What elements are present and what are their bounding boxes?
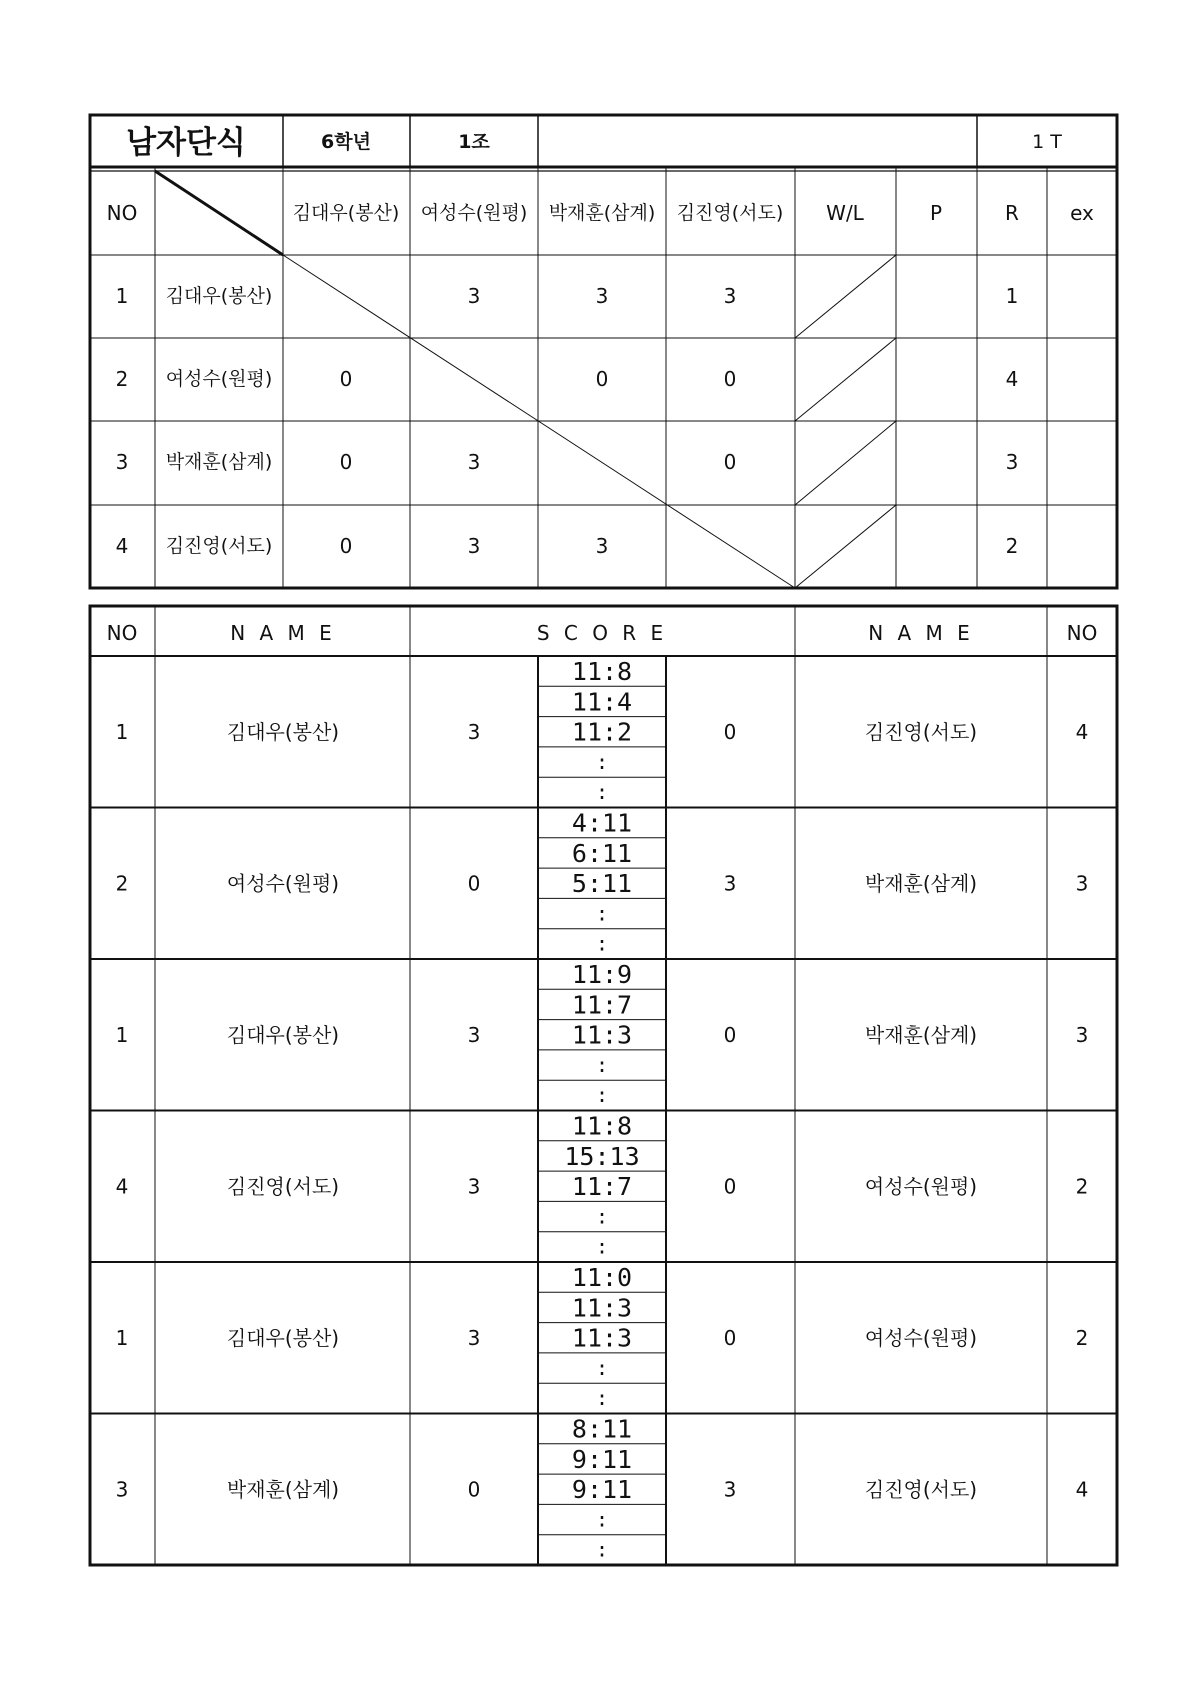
set-score: 11:4 (571, 687, 633, 717)
set-score: 8:11 (571, 1414, 633, 1444)
player2-no: 3 (1075, 871, 1089, 896)
result-cell: 0 (339, 534, 353, 558)
player1-no: 3 (115, 1477, 129, 1502)
set-score: 11:7 (571, 1172, 633, 1202)
set-placeholder-dots: : (595, 1355, 609, 1380)
group-label: 1조 (458, 131, 490, 153)
result-cell: 3 (723, 284, 737, 308)
set-placeholder-dots: : (595, 1052, 609, 1077)
player2-no: 3 (1075, 1022, 1089, 1047)
col-wl: W/L (826, 201, 864, 225)
row-no: 4 (115, 534, 129, 558)
result-cell: 0 (339, 367, 353, 391)
roundrobin-row (116, 450, 1019, 474)
result-cell: 3 (467, 284, 481, 308)
set-score: 11:2 (571, 717, 633, 747)
row-no: 1 (115, 284, 129, 308)
rank-cell: 2 (1005, 534, 1019, 558)
result-cell: 0 (339, 450, 353, 474)
set-score: 11:3 (571, 1020, 633, 1050)
set-score: 11:3 (571, 1323, 633, 1353)
set-placeholder-dots: : (595, 1386, 609, 1411)
set-placeholder-dots: : (595, 1234, 609, 1259)
set-score: 11:7 (571, 990, 633, 1020)
roundrobin-row (116, 367, 1019, 391)
player1-name: 김대우(봉산) (226, 1022, 340, 1047)
row-name: 여성수(원평) (165, 368, 273, 390)
match-row (116, 960, 1089, 1107)
result-cell: 0 (723, 367, 737, 391)
match-col-name: N A M E (230, 621, 336, 645)
grade-label: 6학년 (321, 131, 371, 153)
row-name: 김대우(봉산) (165, 285, 273, 307)
player1-name: 박재훈(삼계) (226, 1477, 340, 1502)
col-player-3: 박재훈(삼계) (548, 202, 656, 224)
result-cell: 3 (595, 534, 609, 558)
set-score: 9:11 (571, 1444, 633, 1474)
set-placeholder-dots: : (595, 931, 609, 956)
player2-name: 김진영(서도) (864, 719, 978, 744)
player1-name: 여성수(원평) (226, 871, 340, 896)
set-score: 5:11 (571, 869, 633, 899)
player2-name: 여성수(원평) (864, 1325, 978, 1350)
set-score: 15:13 (564, 1141, 640, 1171)
set-score: 11:9 (571, 960, 633, 989)
set-placeholder-dots: : (595, 1507, 609, 1532)
rank-cell: 4 (1005, 367, 1019, 391)
set-placeholder-dots: : (595, 749, 609, 774)
result-cell: 0 (723, 450, 737, 474)
player1-score: 0 (467, 871, 481, 896)
player2-name: 김진영(서도) (864, 1477, 978, 1502)
rank-cell: 1 (1005, 284, 1019, 308)
player2-score: 0 (723, 1174, 737, 1199)
player1-score: 3 (467, 719, 481, 744)
player2-no: 2 (1075, 1174, 1089, 1199)
player2-score: 0 (723, 719, 737, 744)
player2-no: 4 (1075, 719, 1089, 744)
col-no: NO (106, 201, 138, 225)
set-score: 9:11 (571, 1475, 633, 1505)
roundrobin-row (116, 284, 1019, 308)
player2-score: 0 (723, 1022, 737, 1047)
set-score: 11:3 (571, 1293, 633, 1323)
row-name: 김진영(서도) (165, 535, 273, 557)
set-placeholder-dots: : (595, 1537, 609, 1562)
col-player-2: 여성수(원평) (420, 202, 528, 224)
player2-no: 2 (1075, 1325, 1089, 1350)
col-p: P (929, 201, 943, 225)
roundrobin-block (90, 115, 1117, 588)
player1-name: 김대우(봉산) (226, 1325, 340, 1350)
result-cell: 3 (467, 450, 481, 474)
match-rows (116, 657, 1089, 1562)
rank-cell: 3 (1005, 450, 1019, 474)
player1-no: 2 (115, 871, 129, 896)
player1-score: 3 (467, 1022, 481, 1047)
set-score: 11:0 (571, 1263, 633, 1292)
col-r: R (1005, 201, 1019, 225)
match-col-name-2: N A M E (868, 621, 974, 645)
row-name: 박재훈(삼계) (165, 451, 273, 473)
set-placeholder-dots: : (595, 780, 609, 805)
player1-name: 김대우(봉산) (226, 719, 340, 744)
match-row (116, 1112, 1089, 1259)
set-score: 11:8 (571, 657, 633, 686)
set-score: 11:8 (571, 1111, 633, 1141)
table-id-label: 1 T (1032, 131, 1062, 153)
set-score: 6:11 (571, 838, 633, 868)
player2-name: 박재훈(삼계) (864, 1022, 978, 1047)
row-no: 3 (115, 450, 129, 474)
player1-no: 1 (115, 1022, 129, 1047)
match-row (116, 1263, 1089, 1410)
col-player-4: 김진영(서도) (676, 202, 784, 224)
player2-name: 여성수(원평) (864, 1174, 978, 1199)
set-placeholder-dots: : (595, 901, 609, 926)
row-no: 2 (115, 367, 129, 391)
set-placeholder-dots: : (595, 1204, 609, 1229)
player2-name: 박재훈(삼계) (864, 871, 978, 896)
player1-score: 3 (467, 1325, 481, 1350)
event-title: 남자단식 (126, 125, 246, 161)
roundrobin-row (116, 534, 1019, 558)
set-score: 4:11 (571, 808, 633, 838)
result-cell: 0 (595, 367, 609, 391)
match-row (116, 1415, 1089, 1562)
set-placeholder-dots: : (595, 1083, 609, 1108)
player2-no: 4 (1075, 1477, 1089, 1502)
player1-score: 0 (467, 1477, 481, 1502)
player1-no: 1 (115, 1325, 129, 1350)
player1-name: 김진영(서도) (226, 1174, 340, 1199)
match-col-no: NO (106, 621, 138, 645)
player1-no: 1 (115, 719, 129, 744)
result-cell: 3 (467, 534, 481, 558)
player1-no: 4 (115, 1174, 129, 1199)
player2-score: 0 (723, 1325, 737, 1350)
match-row (116, 809, 1089, 956)
player2-score: 3 (723, 871, 737, 896)
match-col-score: S C O R E (536, 621, 668, 645)
match-header-row (107, 621, 1098, 645)
result-cell: 3 (595, 284, 609, 308)
match-row (116, 657, 1089, 804)
col-ex: ex (1070, 201, 1094, 225)
roundrobin-header-row (107, 201, 1094, 225)
player1-score: 3 (467, 1174, 481, 1199)
col-player-1: 김대우(봉산) (292, 202, 400, 224)
match-col-no-2: NO (1066, 621, 1098, 645)
player2-score: 3 (723, 1477, 737, 1502)
sheet-header (126, 125, 1062, 161)
